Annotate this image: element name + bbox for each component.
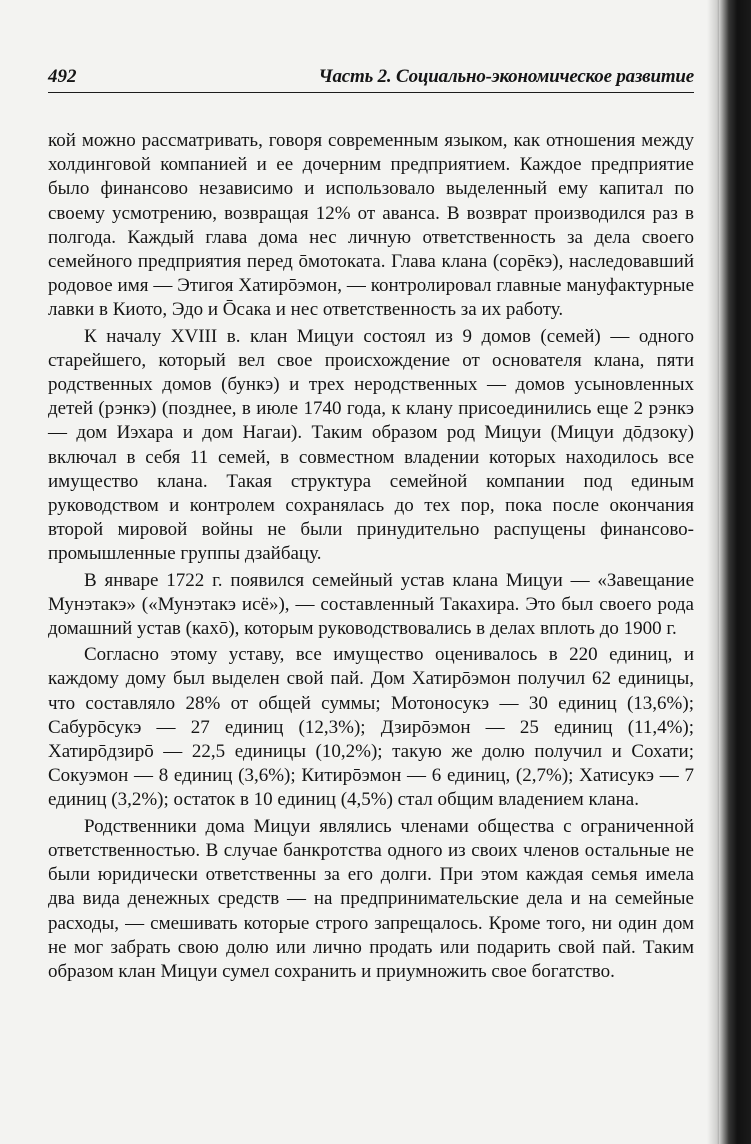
page-header	[48, 64, 694, 93]
paragraph-family-charter: В январе 1722 г. появился семейный устав клана Мицуи — «Завещание Мунэтакэ» («Мунэтакэ исё»), — составленный Такахира. Это был своего рода домашний устав (кахō), которым руководствовались в делах вплоть до 1900 г.	[48, 569, 694, 640]
paragraph-continuation: кой можно рассматривать, говоря современным языком, как отношения между холдинговой компанией и ее дочерним предприятием. Каждое предприятие было финансово независимо и использовало выделенный ему капитал по своему усмотрению, возвращая 12% от аванса. В возврат производился раз в полгода. Каждый глава дома нес личную ответственность за дела своего семейного предприятия перед ōмотоката. Глава клана (сорēкэ), наследовавший родовое имя — Этигоя Хатирōэмон, — контролировал главные мануфактурные лавки в Киото, Эдо и Ōсака и нес ответственность за их работу.	[48, 130, 694, 321]
body-text	[48, 129, 694, 984]
page-edge-shadow	[717, 0, 751, 1144]
page-number: 492	[48, 66, 77, 87]
paragraph-limited-liability: Родственники дома Мицуи являлись членами общества с ограниченной ответственностью. В случае банкротства одного из своих членов остальные не были юридически ответственны за его долги. При этом каждая семья имела два вида денежных средств — на предпринимательские дела и на семейные расходы, — смешивать которые строго запрещалось. Кроме того, ни один дом не мог забрать свою долю или лично продать или подарить свой пай. Таким образом клан Мицуи сумел сохранить и приумножить свое богатство.	[48, 815, 694, 982]
paragraph-property-shares: Согласно этому уставу, все имущество оценивалось в 220 единиц, и каждому дому был выделен свой пай. Дом Хатирōэмон получил 62 единицы, что составляло 28% от общей суммы; Мотоносукэ — 30 единиц (13,6%); Сабурōсукэ — 27 единиц (12,3%); Дзирōэмон — 25 единиц (11,4%); Хатирōдзирō — 22,5 единицы (10,2%); такую же долю получил и Сохати; Сокуэмон — 8 единиц (3,6%); Китирōэмон — 6 единиц, (2,7%); Хатисукэ — 7 единиц (3,2%); остаток в 10 единиц (4,5%) стал общим владением клана.	[48, 644, 694, 811]
running-title: Часть 2. Социально-экономическое развитие	[318, 66, 694, 87]
paragraph-clan-structure: К началу XVIII в. клан Мицуи состоял из 9 домов (семей) — одного старейшего, который вел свое происхождение от основателя клана, пяти родственных домов (бункэ) и трех неродственных — домов усыновленных детей (рэнкэ) (позднее, в июле 1740 года, к клану присоединились еще 2 рэнкэ — дом Иэхара и дом Нагаи). Таким образом род Мицуи (Мицуи дōдзоку) включал в себя 11 семей, в совместном владении которых находилось все имущество клана. Такая структура семейной компании под единым руководством и контролем сохранялась до тех пор, пока после окончания второй мировой войны не были принудительно распущены финансово-промышленные группы дзайбацу.	[48, 325, 694, 565]
